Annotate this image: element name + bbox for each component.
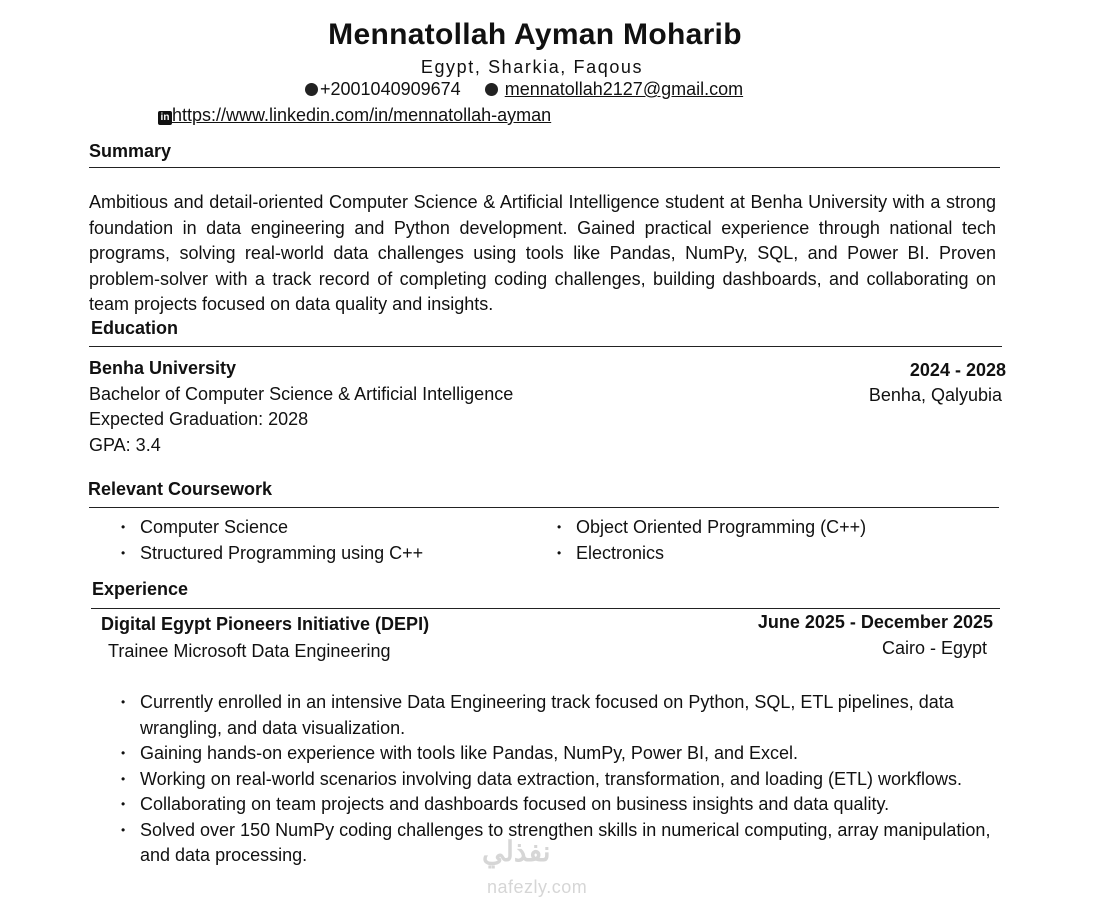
list-item: • Working on real-world scenarios involving data extraction, transformation, and loading (ETL) workflows.: [120, 767, 1010, 793]
list-item: • Gaining hands-on experience with tools like Pandas, NumPy, Power BI, and Excel.: [120, 741, 1010, 767]
list-item: • Electronics: [556, 540, 866, 566]
email-link[interactable]: mennatollah2127@gmail.com: [504, 79, 744, 99]
linkedin-link[interactable]: https://www.linkedin.com/in/mennatollah-ayman: [172, 105, 552, 125]
graduation: Expected Graduation: 2028: [89, 409, 309, 429]
experience-dates: June 2025 - December 2025: [757, 612, 993, 632]
experience-heading: Experience: [92, 579, 189, 599]
phone-icon: [305, 83, 318, 96]
school-name: Benha University: [89, 358, 237, 378]
location: Egypt, Sharkia, Faqous: [420, 57, 644, 77]
experience-bullets: [120, 690, 1010, 869]
divider: [89, 346, 1002, 347]
list-item: • Computer Science: [120, 514, 423, 540]
education-place: Benha, Qalyubia: [868, 385, 1002, 405]
watermark-arabic: نفذلي: [482, 836, 551, 867]
linkedin-icon: in: [158, 111, 172, 125]
resume-name: Mennatollah Ayman Moharib: [328, 18, 742, 51]
education-heading: Education: [91, 318, 179, 338]
watermark: [482, 835, 588, 897]
coursework-list-right: [556, 514, 866, 566]
degree: Bachelor of Computer Science & Artificial Intelligence: [89, 384, 514, 404]
summary-heading: Summary: [89, 141, 172, 161]
education-dates: 2024 - 2028: [909, 360, 1006, 380]
email-icon: [485, 83, 498, 96]
coursework-list-left: [120, 514, 423, 566]
list-item: • Object Oriented Programming (C++): [556, 514, 866, 540]
list-item: • Collaborating on team projects and dashboards focused on business insights and data quality.: [120, 792, 1010, 818]
contact-line: [305, 79, 743, 100]
divider: [89, 507, 999, 508]
experience-place: Cairo - Egypt: [881, 638, 987, 658]
gpa: GPA: 3.4: [89, 435, 161, 455]
divider: [89, 167, 1000, 168]
watermark-latin: nafezly.com: [487, 877, 588, 897]
organization: Digital Egypt Pioneers Initiative (DEPI): [101, 614, 430, 634]
coursework-heading: Relevant Coursework: [88, 479, 273, 499]
list-item: • Currently enrolled in an intensive Data Engineering track focused on Python, SQL, ETL pipelines, data wrangling, and data visualization.: [120, 690, 1010, 741]
linkedin-line: [158, 105, 551, 126]
summary-text: Ambitious and detail-oriented Computer Science & Artificial Intelligence student at Benha University with a strong foundation in data engineering and Python development. Gained practical experience through national tech programs, solving real-world data challenges using tools like Pandas, NumPy, SQL, and Power BI. Proven problem-solver with a track record of completing coding challenges, building dashboards, and collaborating on team projects focused on data quality and insights.: [89, 192, 996, 315]
phone-number: +2001040909674: [320, 79, 461, 99]
list-item: • Solved over 150 NumPy coding challenges to strengthen skills in numerical computing, array manipulation, and data processing.: [120, 818, 1010, 869]
divider: [91, 608, 1000, 609]
list-item: • Structured Programming using C++: [120, 540, 423, 566]
role: Trainee Microsoft Data Engineering: [108, 641, 391, 661]
